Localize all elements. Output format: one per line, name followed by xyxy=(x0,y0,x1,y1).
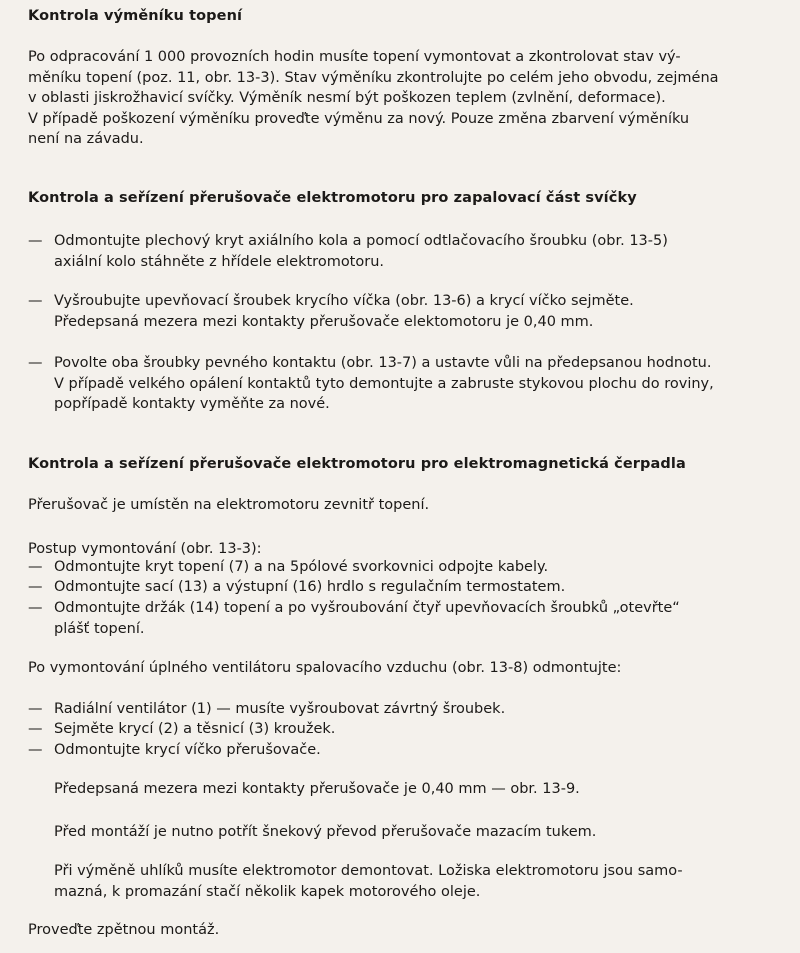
text-line: měníku topení (poz. 11, obr. 13-3). Stav výměníku zkontrolujte po celém jeho obvodu, zejména xyxy=(28,69,719,86)
text-line: Odmontujte kryt topení (7) a na 5pólové svorkovnici odpojte kabely. xyxy=(54,559,549,575)
list-dash: — xyxy=(28,701,43,717)
text-line: Povolte oba šroubky pevného kontaktu (obr. 13-7) a ustavte vůli na předepsanou hodnotu. xyxy=(54,355,712,371)
list-dash: — xyxy=(28,579,43,595)
text-line: plášť topení. xyxy=(54,620,145,637)
text-line: popřípadě kontakty vyměňte za nové. xyxy=(54,396,330,412)
list-item xyxy=(54,231,668,272)
note-grease: Před montáží je nutno potřít šnekový převod přerušovače mazacím tukem. xyxy=(54,824,597,840)
text-line: Odmontujte sací (13) a výstupní (16) hrdlo s regulačním termostatem. xyxy=(54,579,566,595)
list-dash: — xyxy=(28,233,43,249)
paragraph-heat-exchanger xyxy=(28,47,719,150)
text-line: Vyšroubujte upevňovací šroubek krycího víčka (obr. 13-6) a krycí víčko sejměte. xyxy=(54,293,634,309)
list-item: Odmontujte krycí víčko přerušovače. xyxy=(54,742,321,758)
text-line: Odmontujte plechový kryt axiálního kola a pomocí odtlačovacího šroubku (obr. 13-5) xyxy=(54,233,668,249)
note-brushes xyxy=(54,861,683,902)
text-line: Po odpracování 1 000 provozních hodin musíte topení vymontovat a zkontrolovat stav vý- xyxy=(28,49,681,65)
list-dash: — xyxy=(28,355,43,371)
text-line: Při výměně uhlíků musíte elektromotor demontovat. Ložiska elektromotoru jsou samo- xyxy=(54,863,683,879)
list-item: Sejměte krycí (2) a těsnicí (3) kroužek. xyxy=(54,721,336,737)
list-item xyxy=(54,598,680,639)
heading-ignition-breaker: Kontrola a seřízení přerušovače elektromotoru pro zapalovací část svíčky xyxy=(28,190,637,206)
text-line: není na závadu. xyxy=(28,131,144,147)
list-dash: — xyxy=(28,293,43,309)
list-item xyxy=(54,291,634,332)
list-dash: — xyxy=(28,742,43,758)
list-item xyxy=(54,557,548,578)
text-line: V případě poškození výměníku proveďte výměnu za nový. Pouze změna zbarvení výměníku xyxy=(28,110,690,127)
list-dash: — xyxy=(28,600,43,616)
list-item xyxy=(54,353,714,415)
closing-text: Proveďte zpětnou montáž. xyxy=(28,922,220,938)
text-line: mazná, k promazání stačí několik kapek motorového oleje. xyxy=(54,883,481,900)
note-gap: Předepsaná mezera mezi kontakty přerušovače je 0,40 mm — obr. 13-9. xyxy=(54,781,580,797)
text-line: Předepsaná mezera mezi kontakty přerušovače elektomotoru je 0,40 mm. xyxy=(54,313,594,330)
intro-text: Přerušovač je umístěn na elektromotoru zevnitř topení. xyxy=(28,497,430,513)
text-line: Odmontujte držák (14) topení a po vyšroubování čtyř upevňovacích šroubků „otevřte“ xyxy=(54,600,680,616)
list-dash: — xyxy=(28,559,43,575)
list-item xyxy=(54,577,565,598)
heading-pump-breaker: Kontrola a seřízení přerušovače elektromotoru pro elektromagnetická čerpadla xyxy=(28,456,686,472)
list-dash: — xyxy=(28,721,43,737)
after-text: Po vymontování úplného ventilátoru spalovacího vzduchu (obr. 13-8) odmontujte: xyxy=(28,660,622,676)
text-line: axiální kolo stáhněte z hřídele elektromotoru. xyxy=(54,253,385,270)
text-line: v oblasti jiskrožhavicí svíčky. Výměník nesmí být poškozen teplem (zvlnění, deformace). xyxy=(28,90,666,106)
procedure-title: Postup vymontování (obr. 13-3): xyxy=(28,541,262,557)
heading-heat-exchanger-check: Kontrola výměníku topení xyxy=(28,8,243,24)
text-line: V případě velkého opálení kontaktů tyto demontujte a zabruste stykovou plochu do roviny, xyxy=(54,375,714,392)
list-item: Radiální ventilátor (1) — musíte vyšroubovat závrtný šroubek. xyxy=(54,701,506,717)
